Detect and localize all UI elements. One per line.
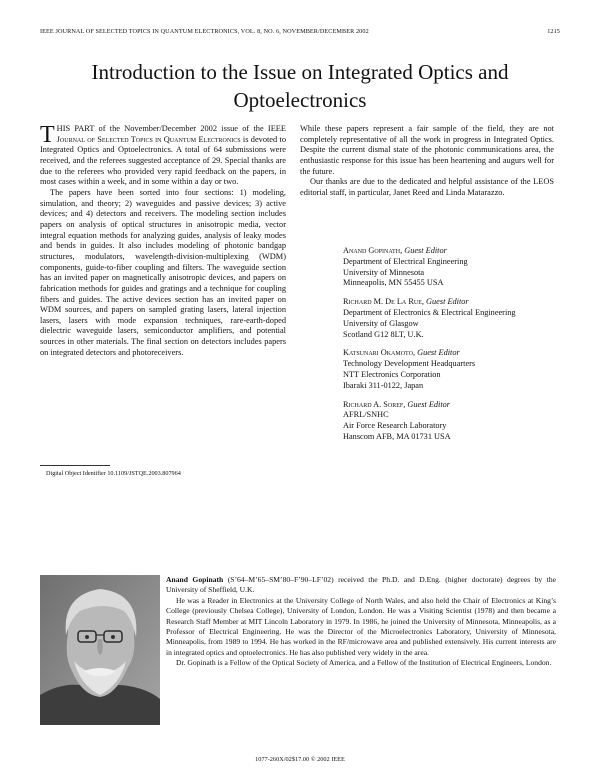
editor-affiliation: Technology Development Headquarters bbox=[343, 359, 476, 369]
sections-paragraph: The papers have been sorted into four sections: 1) modeling, simulation, and theory; 2) waveguides and passive devices; 3) active devices; and 4) detectors and receivers. The modeling section includes papers on analysis of optical structures in anisotropic media, vector integral equation methods for analyzing guides, analysis of leaky modes and bends in guides. It also includes modeling of photonic bandgap structures, modulators, wavelength-division-multiplexing (WDM) components, guide-to-fiber coupling and filters. The waveguide section has an invited paper on magnetically anisotropic devices, and papers on fabrication methods for guides and gratings and a technique for coupling fibers and guides. The active devices section has an invited paper on WDM sources, and papers on sampled grating lasers, lateral injection lasers, lasers with mode expansion techniques, rare-earth-doped dielectric waveguide lasers, semiconductor amplifiers, and potential sources in other materials. The final section on detectors includes papers on integrated detectors and photoreceivers. bbox=[40, 187, 286, 357]
article-title bbox=[30, 58, 570, 114]
editor-name: Anand Gopinath bbox=[343, 246, 401, 255]
copyright-footer: 1077-260X/02$17.00 © 2002 IEEE bbox=[255, 756, 345, 763]
bio-paragraph-3: Dr. Gopinath is a Fellow of the Optical Society of America, and a Fellow of the Institution of Electrical Engineers, London. bbox=[176, 658, 552, 668]
intro-paragraph bbox=[40, 124, 286, 188]
right-paragraph-1: While these papers represent a fair sample of the field, they are not completely representative of all the work in progress in Integrated Optics. Despite the current dismal state of the photonic communications area, the enthusiastic response for this issue has been heartening and augurs well for the future. bbox=[300, 124, 554, 176]
doi-footnote: Digital Object Identifier 10.1109/JSTQE.2003.807964 bbox=[46, 470, 181, 477]
editor-affiliation: AFRL/SNHC bbox=[343, 410, 389, 420]
editor-block bbox=[343, 246, 558, 289]
intro-text-b: is devoted to Integrated Optics and Optoelectronics. A total of 64 submissions were received, and the referees suggested acceptance of 29. Special thanks are due to the referees who provided very rapid feedback on the papers, in most cases within a week, and in some within a day or two. bbox=[40, 134, 286, 187]
title-line-2: Optoelectronics bbox=[233, 88, 367, 112]
editor-affiliation: Department of Electrical Engineering bbox=[343, 256, 468, 266]
bio-degrees: (S’64–M’65–SM’80–F’90–LF’02) received the Ph.D. and D.Eng. (higher doctorate) degrees by the University of Sheffield, U.K. bbox=[166, 575, 556, 595]
editor-name: Richard A. Soref bbox=[343, 399, 404, 409]
left-column bbox=[40, 124, 286, 358]
title-line-1: Introduction to the Issue on Integrated Optics and bbox=[91, 60, 509, 84]
right-column bbox=[300, 124, 554, 199]
editor-affiliation: Department of Electronics & Electrical Engineering bbox=[343, 307, 516, 317]
running-header bbox=[40, 28, 560, 35]
editor-block bbox=[343, 297, 558, 340]
editor-role: , Guest Editor bbox=[403, 399, 451, 409]
editor-role: , Guest Editor bbox=[400, 246, 447, 255]
bio-paragraph-2: He was a Reader in Electronics at the University College of North Wales, and also held the Chair of Electronics at King’s College (previously Chelsea College), University of London, London. He was a Visiting Scientist (1978) and then became a Research Staff Member at MIT Lincoln Laboratory in 1979. In 1986, he joined the University of Minnesota, Minneapolis, as a Professor of Electrical Engineering. He was the Director of the Microelectronics Laboratory, University of Minnesota, Minneapolis, from 1989 to 1994. He has worked in the RF/microwave area and published extensively. His current interests are in integrated optics and optoelectronics. He has also published very widely in the area. bbox=[166, 595, 556, 657]
intro-text-a: HIS PART of the November/December 2002 issue of the IEEE bbox=[56, 124, 286, 133]
editor-name: Katsunari Okamoto bbox=[343, 348, 413, 358]
editor-block bbox=[343, 348, 558, 391]
editor-affiliation: Air Force Research Laboratory bbox=[343, 421, 447, 431]
editor-affiliation: Minneapolis, MN 55455 USA bbox=[343, 278, 444, 288]
drop-cap: T bbox=[40, 122, 55, 148]
bio-author-name: Anand Gopinath bbox=[166, 575, 224, 584]
footnote-rule bbox=[40, 465, 110, 466]
editor-block bbox=[343, 400, 558, 443]
editor-role: , Guest Editor bbox=[421, 297, 469, 307]
journal-header: IEEE JOURNAL OF SELECTED TOPICS IN QUANTUM ELECTRONICS, VOL. 8, NO. 6, NOVEMBER/DECEMBER 2002 bbox=[40, 28, 369, 35]
editor-affiliation: Scotland G12 8LT, U.K. bbox=[343, 329, 424, 339]
editor-affiliation: NTT Electronics Corporation bbox=[343, 369, 441, 379]
editor-affiliation: University of Glasgow bbox=[343, 318, 419, 328]
author-biography bbox=[166, 575, 556, 669]
editor-affiliation: Ibaraki 311-0122, Japan bbox=[343, 380, 424, 390]
editor-affiliation: University of Minnesota bbox=[343, 267, 425, 277]
editor-name: Richard M. De La Rue bbox=[343, 297, 422, 307]
editor-role: , Guest Editor bbox=[412, 348, 460, 358]
author-portrait-graphic bbox=[40, 575, 160, 725]
journal-name: Journal of Selected Topics in Quantum Electronics bbox=[56, 134, 241, 144]
author-photo bbox=[40, 575, 160, 725]
editor-affiliation: Hanscom AFB, MA 01731 USA bbox=[343, 431, 451, 441]
right-paragraph-2: Our thanks are due to the dedicated and helpful assistance of the LEOS editorial staff, in particular, Janet Reed and Linda Matarazzo. bbox=[300, 177, 554, 197]
guest-editors bbox=[343, 246, 558, 451]
bio-paragraph-1 bbox=[166, 575, 556, 596]
page-number: 1215 bbox=[547, 28, 560, 35]
